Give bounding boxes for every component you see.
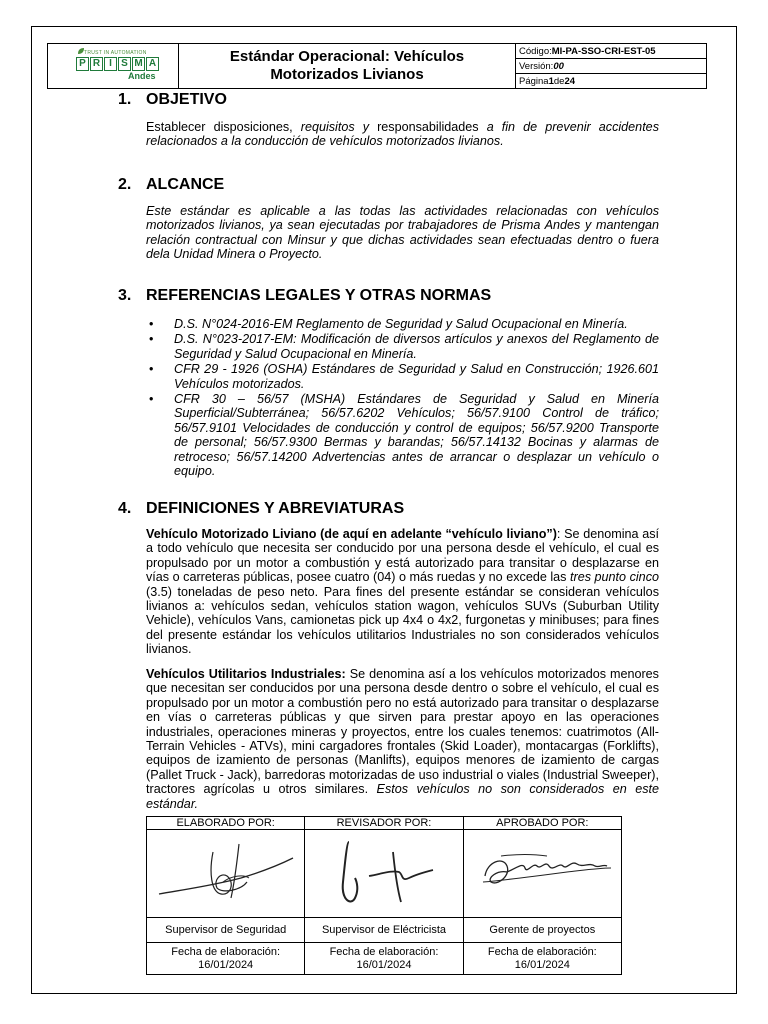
signature-elaborado	[147, 830, 305, 918]
section-title: OBJETIVO	[146, 91, 227, 108]
date-value: 16/01/2024	[198, 958, 254, 971]
signature-image	[309, 832, 459, 912]
approver-role: Supervisor de Eléctricista	[305, 918, 463, 943]
approval-date	[463, 943, 621, 975]
signature-aprobado	[463, 830, 621, 918]
approval-table	[146, 816, 622, 975]
section-title: ALCANCE	[146, 176, 225, 193]
logo-letter: M	[132, 57, 145, 71]
document-header	[47, 43, 707, 89]
section-number: 1.	[118, 91, 132, 108]
text-run: : Se denomina así a todo vehículo que necesita ser conducido por una persona desde el vehículo, el cual es propulsado por un motor a combustión y está autorizado para transitar o desplazarse en vías o carreteras públicas, posee cuatro (04) o más ruedas y no excede las	[146, 527, 659, 585]
list-item: • D.S. N°023-2017-EM: Modificación de diversos artículos y anexos del Reglamento de Seguridad y Salud Ocupacional en Minería.	[146, 332, 659, 361]
section-number: 2.	[118, 176, 132, 193]
logo-letter: A	[146, 57, 159, 71]
text-run: tres punto cinco	[570, 570, 659, 585]
section-number: 3.	[118, 287, 132, 304]
signature-image	[151, 832, 301, 912]
date-value: 16/01/2024	[514, 958, 570, 971]
version-label: Versión:	[519, 60, 554, 72]
approver-role: Gerente de proyectos	[463, 918, 621, 943]
text-run: Establecer disposiciones,	[146, 120, 301, 134]
approval-date	[305, 943, 463, 975]
document-title	[179, 44, 516, 88]
logo-letter: I	[104, 57, 117, 71]
page-number: 1	[548, 75, 554, 87]
title-line-2: Motorizados Livianos	[270, 66, 424, 83]
document-meta	[516, 44, 706, 88]
definition-term: Vehículos Utilitarios Industriales:	[146, 667, 346, 681]
date-label: Fecha de elaboración:	[487, 945, 597, 958]
version-row	[516, 59, 706, 74]
date-value: 16/01/2024	[356, 958, 412, 971]
logo-letter: P	[76, 57, 89, 71]
signature-revisado	[305, 830, 463, 918]
objetivo-text	[146, 120, 659, 149]
logo-letter: R	[90, 57, 103, 71]
text-run: a fin de prevenir accidentes relacionados a la conducción de vehículos motorizados livianos.	[146, 120, 659, 149]
logo-subtitle: Andes	[128, 71, 156, 81]
code-label: Código:	[519, 45, 552, 57]
list-item: • D.S. N°024-2016-EM Reglamento de Seguridad y Salud Ocupacional en Minería.	[146, 317, 659, 331]
signature-image	[467, 832, 617, 912]
approval-header: APROBADO POR:	[463, 817, 621, 830]
section-title: DEFINICIONES Y ABREVIATURAS	[146, 500, 405, 517]
version-value: 00	[553, 60, 564, 72]
page-of: de	[553, 75, 565, 87]
list-item: • CFR 30 – 56/57 (MSHA) Estándares de Seguridad y Salud en Minería Superficial/Subterránea; 56/57.6202 Vehículos; 56/57.9100 Control de tráfico; 56/57.9101 Velocidades de conducción y control de equipos; 56/57.9200 Transporte de personal; 56/57.9300 Bermas y barandas; 56/57.14132 Bocinas y alarmas de retroceso; 56/57.14200 Advertencias antes de arrancar o desplazar un vehículo o equipo.	[146, 392, 659, 478]
approver-role: Supervisor de Seguridad	[147, 918, 305, 943]
alcance-text: Este estándar es aplicable a las todas las actividades relacionadas con vehículos motorizados livianos, ya sean ejecutadas por trabajadores de Prisma Andes y mantengan relación contractual con Minsur y que dichas actividades sean efectuadas dentro o fuera dela Unidad Minera o Proyecto.	[146, 204, 659, 262]
logo-wordmark	[76, 57, 160, 71]
text-run: Estos vehículos no son considerados en este estándar.	[146, 782, 659, 811]
approval-header: REVISADOR POR:	[305, 817, 463, 830]
text-run: responsabilidades	[369, 120, 487, 134]
date-label: Fecha de elaboración:	[329, 945, 439, 958]
date-label: Fecha de elaboración:	[171, 945, 281, 958]
prisma-andes-logo	[48, 44, 179, 88]
definicion-vehiculos-utilitarios	[146, 667, 659, 811]
approval-header: ELABORADO POR:	[147, 817, 305, 830]
title-line-1: Estándar Operacional: Vehículos	[229, 48, 465, 65]
approval-date	[147, 943, 305, 975]
text-run: requisitos y	[300, 120, 370, 134]
section-number: 4.	[118, 500, 132, 517]
page-row	[516, 74, 706, 88]
referencias-list	[146, 317, 659, 479]
page-total: 24	[564, 75, 576, 87]
code-row	[516, 44, 706, 59]
definition-term: Vehículo Motorizado Liviano (de aquí en adelante “vehículo liviano”)	[146, 527, 557, 541]
definicion-vehiculo-liviano	[146, 527, 659, 657]
logo-letter: S	[118, 57, 131, 71]
list-item: • CFR 29 - 1926 (OSHA) Estándares de Seguridad y Salud en Construcción; 1926.601 Vehículos motorizados.	[146, 362, 659, 391]
page-label: Página	[519, 75, 549, 87]
text-run: Se denomina así a los vehículos motorizados menores que necesitan ser conducidos por una persona desde dentro o sobre el vehículo, el cual es propulsado por un motor a combustión pero no está autorizado para transitar o desplazarse en vías o carreteras públicas y que sirven para prestar apoyo en las operaciones industriales, operaciones mineras y proyectos, entre los cuales tenemos: cuatrimotos (All-Terrain Vehicles - ATVs), mini cargadores frontales (Skid Loader), montacargas (Forklifts), equipos de izamiento de personas (Manlifts), equipos menores de izamiento de cargas (Pallet Truck - Jack), barredoras motorizadas de uso industrial o viales (Industrial Sweeper), tractores agrícolas u otros similares.	[146, 667, 659, 797]
text-run: (3.5) toneladas de peso neto. Para fines del presente estándar se consideran vehículos livianos a: vehículos sedan, vehículos station wagon, vehículos SUVs (Suburban Utility Vehicle), vehículos Vans, camionetas pick up 4x4 o 4x2, furgonetas y minibuses; para fines del presente estándar los vehículos utilitarios Industriales no son considerados vehículos livianos.	[146, 584, 659, 657]
section-title: REFERENCIAS LEGALES Y OTRAS NORMAS	[146, 287, 492, 304]
logo-tagline: TRUST IN AUTOMATION	[84, 50, 147, 56]
code-value: MI-PA-SSO-CRI-EST-05	[551, 45, 656, 57]
